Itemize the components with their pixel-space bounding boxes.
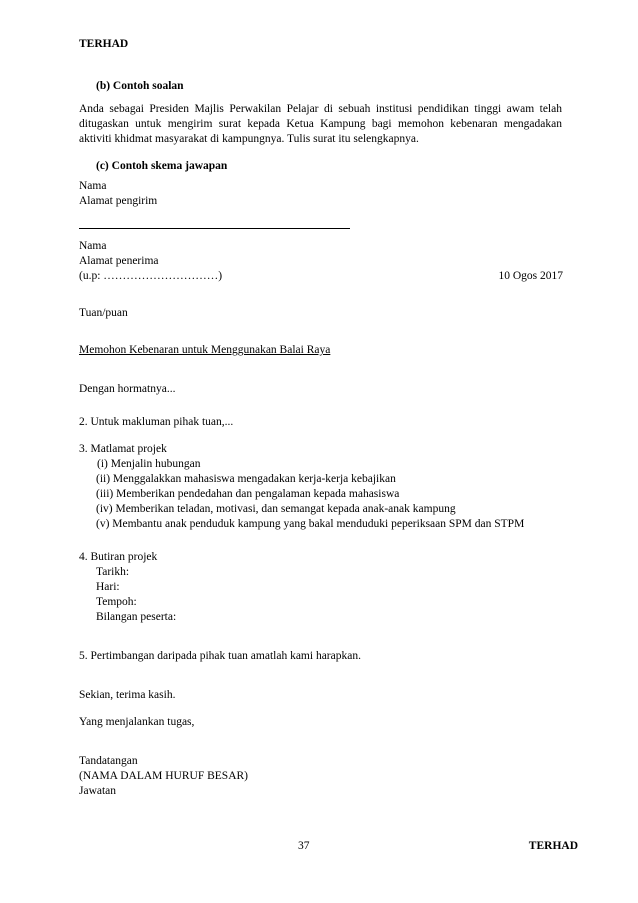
recipient-name: Nama (79, 240, 107, 252)
objective-item: (iv) Memberikan teladan, motivasi, dan semangat kepada anak-anak kampung (96, 503, 456, 515)
detail-item: Hari: (96, 581, 120, 593)
letter-subject: Memohon Kebenaran untuk Menggunakan Balai Raya (79, 344, 331, 356)
salutation: Tuan/puan (79, 307, 128, 319)
point-4-title: 4. Butiran projek (79, 551, 158, 563)
objective-item: (v) Membantu anak penduduk kampung yang bakal menduduki peperiksaan SPM dan STPM (96, 518, 525, 530)
footer-classification: TERHAD (528, 840, 578, 852)
objective-item: (i) Menjalin hubungan (97, 458, 201, 470)
recipient-attention: (u.p: …………………………) (79, 270, 223, 282)
page-number: 37 (298, 840, 310, 852)
detail-item: Bilangan peserta: (96, 611, 177, 623)
recipient-address: Alamat penerima (79, 255, 159, 267)
question-paragraph: Anda sebagai Presiden Majlis Perwakilan Pelajar di sebuah institusi pendidikan tinggi awam telah ditugaskan untuk mengirim surat kepada Ketua Kampung bagi memohon kebenaran mengadakan aktiviti khidmat masyarakat di kampungnya. Tulis surat itu selengkapnya. (79, 103, 562, 145)
detail-item: Tarikh: (96, 566, 130, 578)
detail-item: Tempoh: (96, 596, 137, 608)
sender-divider (79, 228, 350, 229)
point-3-title: 3. Matlamat projek (79, 443, 167, 455)
opening-line: Dengan hormatnya... (79, 383, 176, 395)
header-classification: TERHAD (79, 38, 129, 50)
section-b-heading: (b) Contoh soalan (96, 80, 184, 92)
signature-label: Tandatangan (79, 755, 138, 767)
objective-item: (iii) Memberikan pendedahan dan pengalaman kepada mahasiswa (96, 488, 400, 500)
closing-line: Sekian, terima kasih. (79, 689, 176, 701)
signer-name-caps: (NAMA DALAM HURUF BESAR) (79, 770, 249, 782)
service-line: Yang menjalankan tugas, (79, 716, 195, 728)
signer-position: Jawatan (79, 785, 117, 797)
point-5: 5. Pertimbangan daripada pihak tuan amatlah kami harapkan. (79, 650, 361, 662)
letter-date: 10 Ogos 2017 (498, 270, 563, 282)
point-2: 2. Untuk makluman pihak tuan,... (79, 416, 234, 428)
sender-address: Alamat pengirim (79, 195, 158, 207)
section-c-heading: (c) Contoh skema jawapan (96, 160, 228, 172)
objective-item: (ii) Menggalakkan mahasiswa mengadakan kerja-kerja kebajikan (96, 473, 396, 485)
sender-name: Nama (79, 180, 107, 192)
